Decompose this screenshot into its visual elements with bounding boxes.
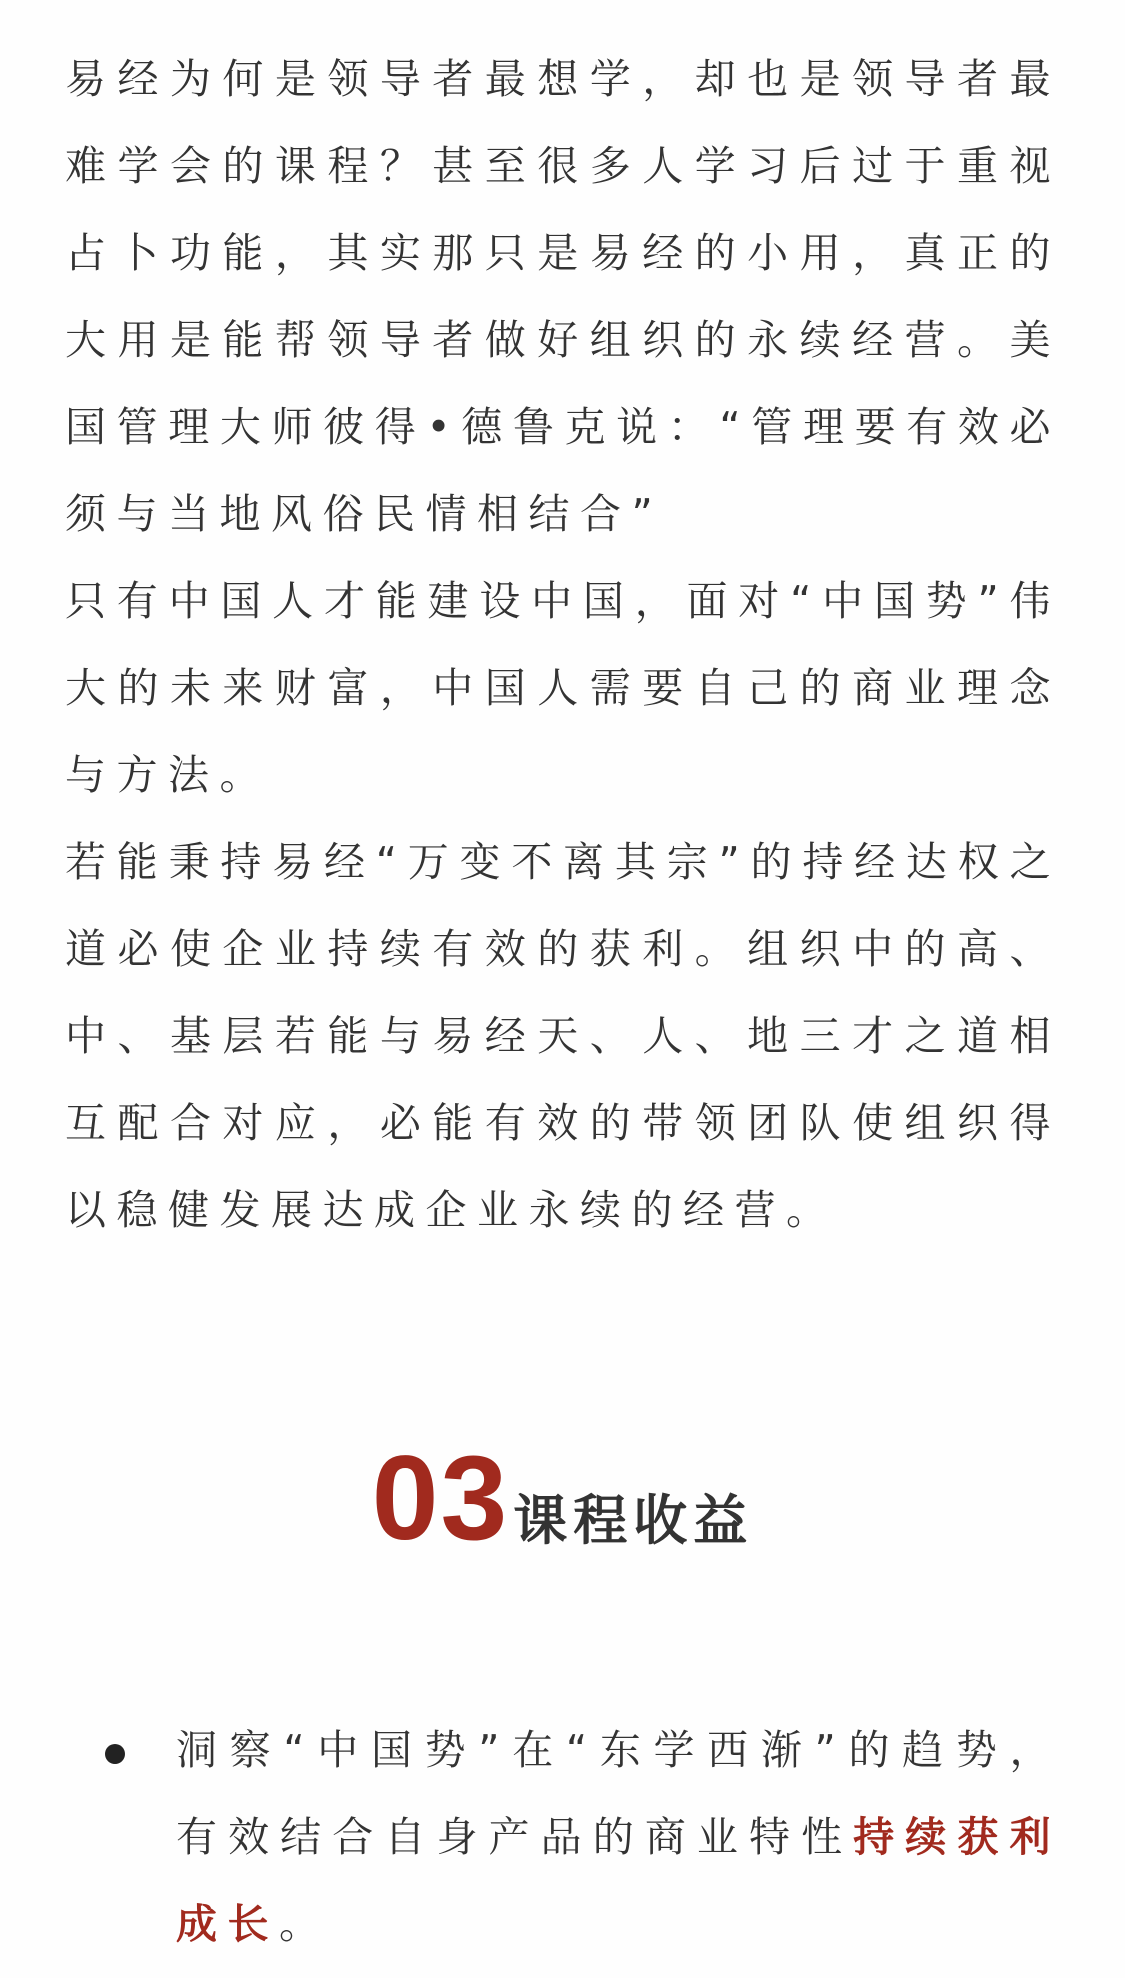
intro-paragraph: 只有中国人才能建设中国，面对“中国势”伟大的未来财富，中国人需要自己的商业理念与方法。 xyxy=(65,577,1061,799)
benefit-body: 洞察“中国势”在“东学西渐”的趋势，有效结合自身产品的商业特性 xyxy=(176,1726,1061,1861)
bullet-icon xyxy=(105,1744,125,1764)
section-heading xyxy=(0,1428,1125,1568)
benefit-list xyxy=(0,1707,1125,1968)
intro-text-block xyxy=(65,36,1061,1254)
benefit-text xyxy=(176,1707,1061,1968)
list-item xyxy=(0,1707,1061,1968)
intro-paragraph: 若能秉持易经“万变不离其宗”的持经达权之道必使企业持续有效的获利。组织中的高、中、基层若能与易经天、人、地三才之道相互配合对应，必能有效的带领团队使组织得以稳健发展达成企业永续的经营。 xyxy=(65,838,1061,1234)
section-number: 03 xyxy=(371,1431,510,1565)
intro-paragraph: 易经为何是领导者最想学，却也是领导者最难学会的课程？甚至很多人学习后过于重视占卜功能，其实那只是易经的小用，真正的大用是能帮领导者做好组织的永续经营。美国管理大师彼得•德鲁克说：“管理要有效必须与当地风俗民情相结合” xyxy=(65,55,1061,538)
benefit-suffix: 。 xyxy=(279,1900,331,1948)
benefit-highlight: 持续获利成长 xyxy=(176,1813,1061,1948)
section-title: 课程收益 xyxy=(513,1489,754,1552)
